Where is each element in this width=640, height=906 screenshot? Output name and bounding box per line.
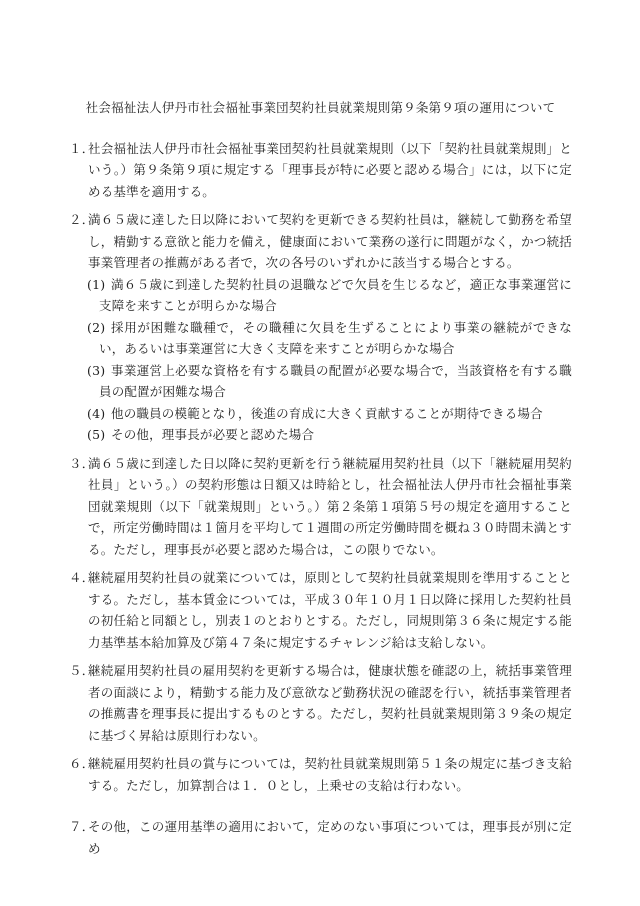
subitem-2-number: (2) [87,319,106,335]
section-5-paragraph [69,660,572,746]
subitem-3 [87,360,572,403]
section-4-number: ４． [69,570,95,585]
subitem-2 [87,317,572,360]
section-1-number: １． [69,140,95,156]
subitem-3-text: 事業運営上必要な資格を有する職員の配置が必要な場合で，当該資格を有する職員の配置が困難な場合 [99,362,572,399]
section-4-text: 継続雇用契約社員の就業については，原則として契約社員就業規則を準用することとする。ただし，基本賃金については，平成３０年１０月１日以降に採用した契約社員の初任給と同額とし，別表１のとおりとする。ただし，同規則第３６条に規定する能力基準基本給加算及び第４７条に規定するチャレンジ給は支給しない。 [88,570,572,650]
section-2-subitems [69,274,572,446]
section-5-text: 継続雇用契約社員の雇用契約を更新する場合は，健康状態を確認の上，統括事業管理者の面談により，精勤する能力及び意欲など勤務状況の確認を行い，統括事業管理者の推薦書を理事長に提出するものとする。ただし，契約社員就業規則第３９条の規定に基づく昇給は原則行わない。 [88,663,572,743]
section-6-paragraph [69,753,572,796]
subitem-4-text: 他の職員の模範となり，後進の育成に大きく貢献することが期待できる場合 [111,405,543,421]
subitem-4 [87,403,572,425]
section-4-paragraph [69,567,572,653]
subitem-3-number: (3) [87,362,106,378]
section-5 [69,660,572,746]
section-3-number: ３． [69,455,95,471]
section-6-number: ６． [69,756,95,771]
subitem-2-text: 採用が困難な職種で，その職種に欠員を生ずることにより事業の継続ができない，あるいは事業運営に大きく支障を来すことが明らかな場合 [99,319,572,356]
subitem-1 [87,274,572,317]
document-content [69,97,572,859]
section-7-text: その他，この運用基準の適用において，定めのない事項については，理事長が別に定め [88,819,572,856]
section-3-text: 満６５歳に到達した日以降に契約更新を行う継続雇用契約社員（以下「継続雇用契約社員」という。）の契約形態は日額又は時給とし，社会福祉法人伊丹市社会福祉事業団就業規則（以下「就業規則」という。）第２条第１項第５号の規定を適用することで，所定労働時間は１箇月を平均して１週間の所定労働時間を概ね３０時間未満とする。ただし，理事長が必要と認めた場合は，この限りでない。 [88,455,572,557]
section-2 [69,209,572,446]
section-6 [69,753,572,796]
section-2-number: ２． [69,212,95,227]
section-7-number: ７． [69,819,95,834]
section-2-paragraph [69,209,572,274]
subitem-5-text: その他，理事長が必要と認めた場合 [111,427,315,442]
subitem-4-number: (4) [87,405,106,421]
section-1-paragraph [69,138,572,203]
subitem-5 [87,424,572,446]
section-7-paragraph [69,816,572,859]
section-5-number: ５． [69,663,95,678]
section-3 [69,453,572,561]
section-7 [69,816,572,859]
section-1 [69,138,572,203]
subitem-1-text: 満６５歳に到達した契約社員の退職などで欠員を生じるなど，適正な事業運営に支障を来すことが明らかな場合 [99,276,572,313]
section-3-paragraph [69,453,572,561]
section-1-text: 社会福祉法人伊丹市社会福祉事業団契約社員就業規則（以下「契約社員就業規則」という。）第９条第９項に規定する「理事長が特に必要と認める場合」には，以下に定める基準を適用する。 [88,140,572,199]
section-2-text: 満６５歳に達した日以降において契約を更新できる契約社員は，継続して勤務を希望し，精勤する意欲と能力を備え，健康面において業務の遂行に問題がなく，かつ統括事業管理者の推薦がある者で，次の各号のいずれかに該当する場合とする。 [88,212,572,270]
subitem-1-number: (1) [87,276,106,292]
section-4 [69,567,572,653]
document-title: 社会福祉法人伊丹市社会福祉事業団契約社員就業規則第９条第９項の運用について [85,100,556,115]
section-6-text: 継続雇用契約社員の賞与については，契約社員就業規則第５１条の規定に基づき支給する。ただし，加算割合は１．０とし，上乗せの支給は行わない。 [88,756,572,793]
subitem-5-number: (5) [87,427,106,442]
